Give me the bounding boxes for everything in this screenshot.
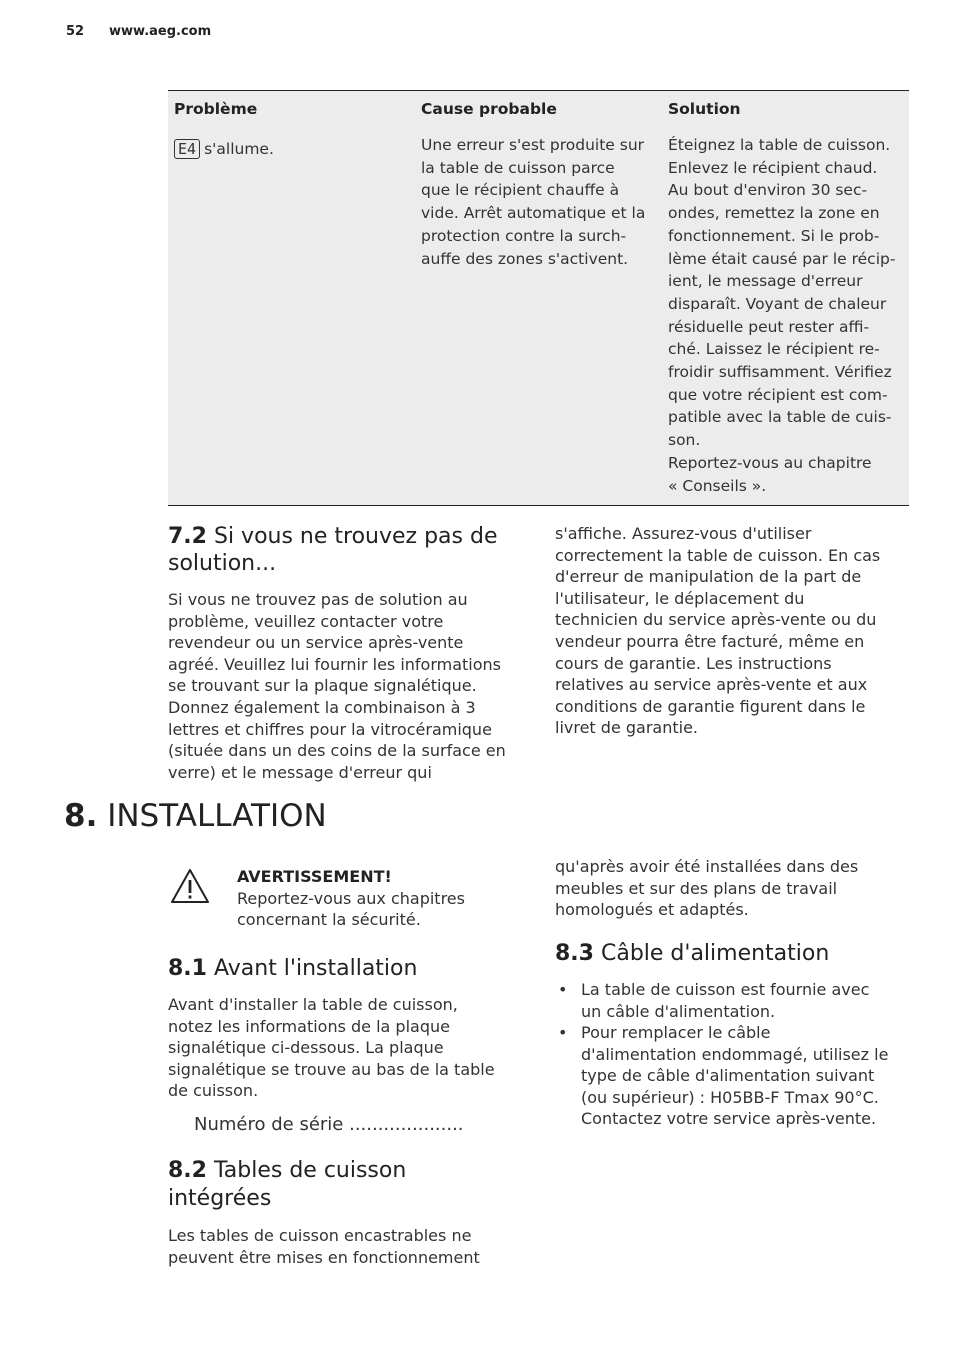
section-title: Câble d'alimentation [600, 941, 830, 966]
cause-line: la table de cuisson parce [421, 158, 615, 177]
text-line: de cuisson. [168, 1081, 259, 1101]
site-url: www.aeg.com [109, 24, 212, 39]
text-line: Pour remplacer le câble [581, 1023, 771, 1042]
text-line: peuvent être mises en fonctionnement [168, 1247, 480, 1267]
bullet-item-1 [581, 979, 869, 1022]
text-line: signalétique ci-dessous. La plaque [168, 1038, 444, 1058]
text-line: Reportez-vous aux chapitres [237, 888, 465, 908]
solution-line: lème était causé par le récip- [668, 249, 896, 268]
solution-line: froidir suffisamment. Vérifiez [668, 363, 892, 382]
section-8-1-heading [168, 955, 417, 982]
solution-cell [668, 134, 895, 497]
solution-line: patible avec la table de cuis- [668, 408, 892, 427]
cause-line: que le récipient chauffe à [421, 181, 620, 200]
solution-line: Enlevez le récipient chaud. [668, 158, 878, 177]
solution-line: ché. Laissez le récipient re- [668, 340, 880, 359]
section-number: 8.1 [168, 956, 207, 981]
section-number: 8.3 [555, 941, 594, 966]
section-title: Avant l'installation [213, 956, 418, 981]
section-number: 8.2 [168, 1158, 207, 1183]
text-line: lettres et chiffres pour la vitrocéramique [168, 719, 492, 739]
text-line: cours de garantie. Les instructions [555, 653, 832, 673]
text-line: verre) et le message d'erreur qui [168, 762, 432, 782]
serial-number-field: Numéro de série .................... [194, 1114, 464, 1135]
section-title-cont: intégrées [168, 1186, 272, 1211]
text-line: Contactez votre service après-vente. [581, 1109, 877, 1129]
column-header-problem: Problème [174, 100, 258, 118]
text-line: problème, veuillez contacter votre [168, 611, 444, 631]
text-line: type de câble d'alimentation suivant [581, 1066, 875, 1086]
text-line: un câble d'alimentation. [581, 1001, 776, 1021]
text-line: Donnez également la combinaison à 3 [168, 697, 476, 717]
text-line: agréé. Veuillez lui fournir les informations [168, 654, 502, 674]
section-7-2-left-text [168, 589, 506, 783]
text-line: se trouvant sur la plaque signalétique. [168, 676, 477, 696]
text-line: signalétique se trouve au bas de la table [168, 1059, 495, 1079]
column-header-solution: Solution [668, 100, 741, 118]
text-line: Si vous ne trouvez pas de solution au [168, 590, 468, 609]
text-line: correctement la table de cuisson. En cas [555, 545, 881, 565]
text-line: meubles et sur des plans de travail [555, 878, 838, 898]
problem-cell [174, 138, 274, 161]
text-line: vendeur pourra être facturé, même en [555, 631, 865, 651]
solution-line: Éteignez la table de cuisson. [668, 136, 891, 154]
cause-line: protection contre la surch- [421, 226, 627, 245]
chapter-heading [64, 798, 327, 834]
section-7-2-heading [168, 523, 498, 577]
solution-line: fonctionnement. Si le prob- [668, 226, 880, 245]
chapter-number: 8. [64, 798, 98, 834]
text-line: d'alimentation endommagé, utilisez le [581, 1044, 889, 1064]
column-header-cause: Cause probable [421, 100, 557, 118]
section-8-2-right-text [555, 856, 858, 921]
table-row [168, 128, 909, 506]
text-line: La table de cuisson est fournie avec [581, 980, 870, 999]
warning-title: AVERTISSEMENT! [237, 867, 392, 886]
solution-line: disparaît. Voyant de chaleur [668, 294, 887, 313]
warning-block [237, 866, 465, 931]
text-line: (ou supérieur) : H05BB-F Tmax 90°C. [581, 1087, 879, 1107]
text-line: notez les informations de la plaque [168, 1016, 450, 1036]
section-8-2-heading [168, 1157, 406, 1213]
cause-line: vide. Arrêt automatique et la [421, 204, 646, 223]
solution-line: Reportez-vous au chapitre [668, 453, 872, 472]
text-line: relatives au service après-vente et aux [555, 675, 868, 695]
text-line: concernant la sécurité. [237, 910, 421, 930]
text-line: revendeur ou un service après-vente [168, 633, 464, 653]
section-title: Tables de cuisson [213, 1158, 407, 1183]
text-line: l'utilisateur, le déplacement du [555, 588, 805, 608]
solution-line: ient, le message d'erreur [668, 272, 863, 291]
section-7-2-right-text [555, 523, 880, 739]
cause-cell [421, 134, 645, 270]
problem-text: s'allume. [204, 140, 274, 158]
error-code-display-icon: E4 [174, 139, 200, 159]
cause-line: auffe des zones s'activent. [421, 249, 629, 268]
page-number: 52 [66, 24, 85, 39]
section-8-2-left-text [168, 1225, 480, 1268]
text-line: Les tables de cuisson encastrables ne [168, 1226, 472, 1245]
solution-line: son. [668, 431, 701, 450]
solution-line: que votre récipient est com- [668, 385, 888, 404]
section-title-cont: solution... [168, 551, 277, 576]
solution-line: ondes, remettez la zone en [668, 204, 880, 223]
cause-line: Une erreur s'est produite sur [421, 136, 645, 154]
bullet-icon: • [558, 1023, 568, 1042]
chapter-title: INSTALLATION [107, 798, 327, 834]
section-title: Si vous ne trouvez pas de [213, 524, 498, 549]
text-line: conditions de garantie figurent dans le [555, 696, 866, 716]
section-8-3-heading [555, 940, 829, 967]
text-line: s'affiche. Assurez-vous d'utiliser [555, 524, 812, 543]
solution-line: Au bout d'environ 30 sec- [668, 181, 868, 200]
solution-line: résiduelle peut rester affi- [668, 317, 870, 336]
section-number: 7.2 [168, 524, 207, 549]
text-line: d'erreur de manipulation de la part de [555, 567, 862, 587]
text-line: livret de garantie. [555, 718, 699, 738]
text-line: technicien du service après-vente ou du [555, 610, 877, 630]
section-8-1-text [168, 994, 495, 1102]
table-header [168, 90, 909, 129]
solution-line: « Conseils ». [668, 476, 767, 495]
text-line: homologués et adaptés. [555, 900, 749, 920]
bullet-item-2 [581, 1022, 888, 1130]
warning-triangle-icon [170, 868, 210, 904]
text-line: Avant d'installer la table de cuisson, [168, 995, 458, 1014]
bullet-icon: • [558, 980, 568, 999]
text-line: qu'après avoir été installées dans des [555, 857, 859, 876]
text-line: (située dans un des coins de la surface en [168, 741, 506, 761]
